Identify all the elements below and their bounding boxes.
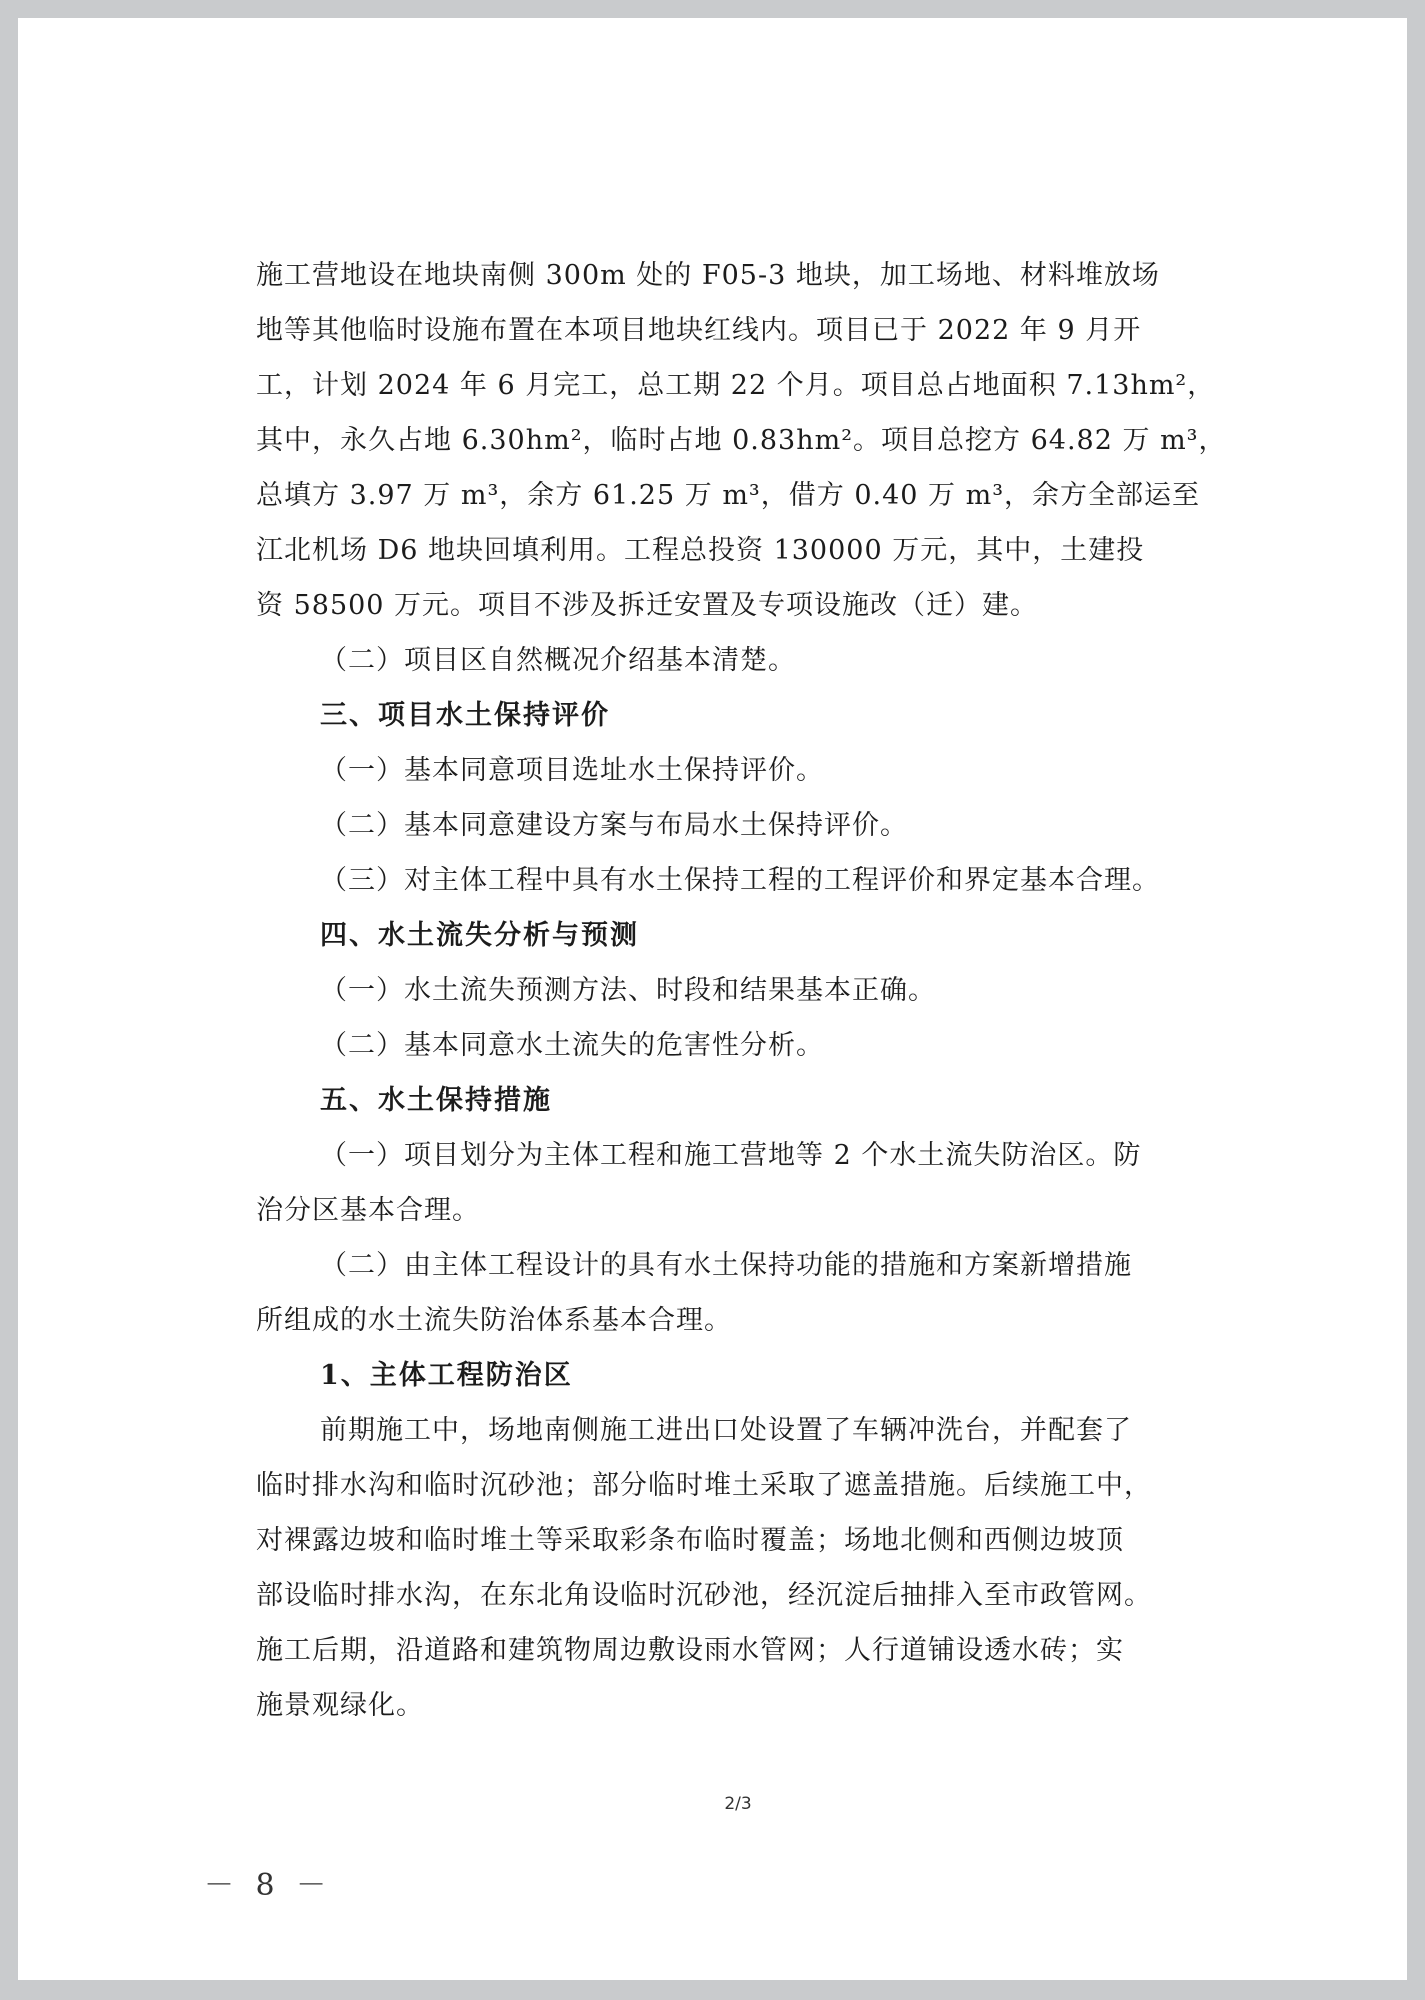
body-line: 对裸露边坡和临时堆土等采取彩条布临时覆盖；场地北侧和西侧边坡顶 <box>256 1525 1124 1556</box>
body-line: 施工后期，沿道路和建筑物周边敷设雨水管网；人行道铺设透水砖；实 <box>256 1635 1124 1666</box>
body-line: 所组成的水土流失防治体系基本合理。 <box>256 1305 732 1336</box>
body-line: 施工营地设在地块南侧 300m 处的 F05-3 地块，加工场地、材料堆放场 <box>256 260 1160 291</box>
body-line: 地等其他临时设施布置在本项目地块红线内。项目已于 2022 年 9 月开 <box>256 315 1142 346</box>
body-line: 部设临时排水沟，在东北角设临时沉砂池，经沉淀后抽排入至市政管网。 <box>256 1580 1152 1611</box>
footer-page-number: － 8 － <box>204 1868 333 1903</box>
body-line: 前期施工中，场地南侧施工进出口处设置了车辆冲洗台，并配套了 <box>320 1415 1132 1446</box>
body-line: 其中，永久占地 6.30hm²，临时占地 0.83hm²。项目总挖方 64.82 万 m³， <box>256 425 1227 456</box>
body-line: （二）由主体工程设计的具有水土保持功能的措施和方案新增措施 <box>320 1250 1132 1281</box>
body-line: （三）对主体工程中具有水土保持工程的工程评价和界定基本合理。 <box>320 865 1160 896</box>
section-heading: 三、项目水土保持评价 <box>320 700 610 731</box>
body-line: 总填方 3.97 万 m³，余方 61.25 万 m³，借方 0.40 万 m³，余方全部运至 <box>256 480 1201 511</box>
body-line: 江北机场 D6 地块回填利用。工程总投资 130000 万元，其中，土建投 <box>256 535 1145 566</box>
section-heading: 五、水土保持措施 <box>320 1085 552 1116</box>
body-line: 施景观绿化。 <box>256 1690 424 1721</box>
body-line: 临时排水沟和临时沉砂池；部分临时堆土采取了遮盖措施。后续施工中， <box>256 1470 1152 1501</box>
body-line: （一）水土流失预测方法、时段和结果基本正确。 <box>320 975 936 1006</box>
body-line: （二）基本同意建设方案与布局水土保持评价。 <box>320 810 908 841</box>
subsection-heading: 1、主体工程防治区 <box>320 1360 573 1391</box>
section-heading: 四、水土流失分析与预测 <box>320 920 639 951</box>
body-line: （一）基本同意项目选址水土保持评价。 <box>320 755 824 786</box>
page-number: 2/3 <box>724 1794 752 1814</box>
document-page <box>18 18 1407 1980</box>
body-line: 资 58500 万元。项目不涉及拆迁安置及专项设施改（迁）建。 <box>256 590 1039 621</box>
body-line: （二）基本同意水土流失的危害性分析。 <box>320 1030 824 1061</box>
body-line: 工，计划 2024 年 6 月完工，总工期 22 个月。项目总占地面积 7.13hm²， <box>256 370 1216 401</box>
body-line: 治分区基本合理。 <box>256 1195 480 1226</box>
body-line: （一）项目划分为主体工程和施工营地等 2 个水土流失防治区。防 <box>320 1140 1142 1171</box>
body-line: （二）项目区自然概况介绍基本清楚。 <box>320 645 796 676</box>
